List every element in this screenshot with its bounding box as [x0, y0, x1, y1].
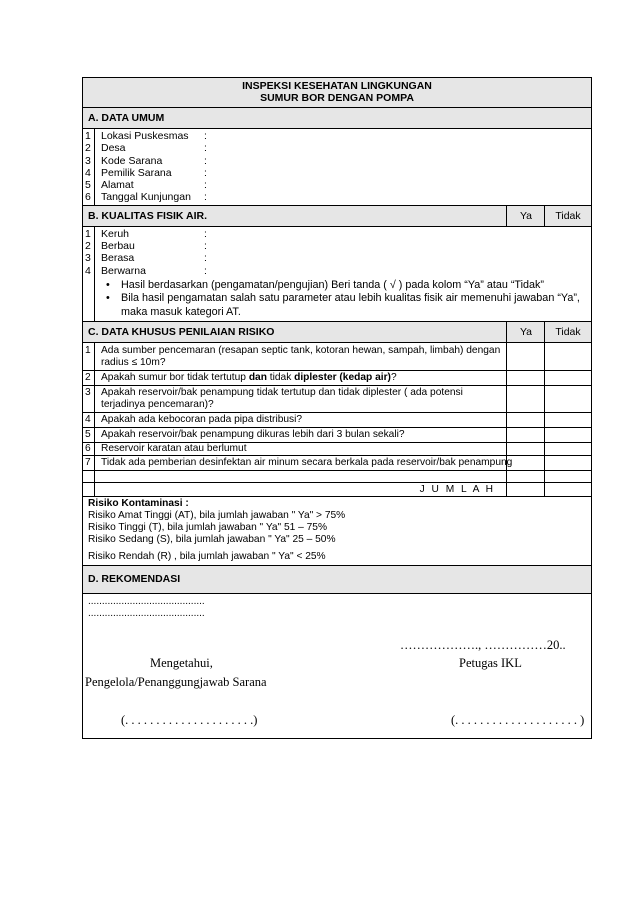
risk-question: Ada sumber pencemaran (resapan septic tank, kotoran hewan, sampah, limbah) dengan radius ≤ 10m? — [101, 345, 501, 369]
row-number: 4 — [85, 264, 91, 277]
risk-row-empty — [83, 471, 591, 483]
field-label-desa: Desa — [101, 142, 126, 155]
row-number: 4 — [85, 414, 91, 426]
risk-question-part: ? — [390, 372, 397, 384]
petugas-label: Petugas IKL — [459, 656, 522, 671]
data-umum-row — [83, 167, 591, 179]
field-label-tanggal-kunjungan: Tanggal Kunjungan — [101, 191, 191, 204]
bullet-text: Bila hasil pengamatan salah satu parameter atau lebih kualitas fisik air memenuhi jawaban “Ya”, maka masuk kategori AT. — [121, 292, 580, 318]
risk-level-r: Risiko Rendah (R) , bila jumlah jawaban " Ya" < 25% — [88, 551, 326, 563]
risk-question: Apakah reservoir/bak penampung dikuras lebih dari 3 bulan sekali? — [101, 429, 405, 441]
column-header-ya: Ya — [506, 206, 545, 226]
field-label-berasa: Berasa — [101, 252, 135, 265]
row-number: 2 — [85, 142, 91, 155]
mengetahui-label: Mengetahui, — [150, 656, 213, 671]
kualitas-fisik-block — [83, 227, 591, 323]
risk-question: Tidak ada pemberian desinfektan air minum secara berkala pada reservoir/bak penampung — [101, 457, 513, 469]
bullet-icon: • — [106, 278, 110, 291]
data-umum-row — [83, 130, 591, 142]
fisik-row — [83, 252, 591, 264]
pengelola-label: Pengelola/Penanggungjawab Sarana — [85, 675, 267, 690]
row-number: 3 — [85, 252, 91, 265]
row-number: 5 — [85, 179, 91, 192]
field-colon: : — [204, 252, 207, 265]
jumlah-row — [83, 483, 591, 496]
bullet-item — [101, 279, 583, 293]
data-umum-row — [83, 142, 591, 154]
risk-question: Apakah ada kebocoran pada pipa distribusi? — [101, 414, 303, 426]
risk-question: Apakah reservoir/bak penampung tidak tertutup dan tidak diplester ( ada potensi terjadinya pencemaran)? — [101, 387, 463, 411]
field-label-kode-sarana: Kode Sarana — [101, 154, 163, 167]
row-number: 3 — [85, 154, 91, 167]
field-colon: : — [204, 227, 207, 240]
form-title — [83, 78, 591, 108]
risk-row — [83, 343, 591, 371]
section-b-header — [83, 206, 591, 227]
risk-question-bold: dan — [248, 372, 267, 384]
risk-question-part: tidak — [266, 372, 295, 384]
row-number: 2 — [85, 240, 91, 253]
risk-level-at: Risiko Amat Tinggi (AT), bila jumlah jawaban " Ya" > 75% — [88, 510, 346, 522]
row-number: 1 — [85, 345, 91, 357]
field-colon: : — [204, 142, 207, 155]
date-line[interactable]: ………………., ……………20.. — [400, 638, 566, 653]
column-header-tidak: Tidak — [544, 206, 591, 226]
row-number: 5 — [85, 429, 91, 441]
instruction-bullets — [83, 277, 591, 322]
risk-level-s: Risiko Sedang (S), bila jumlah jawaban " Ya" 25 – 50% — [88, 534, 336, 546]
row-number: 6 — [85, 443, 91, 455]
row-number: 2 — [85, 372, 91, 384]
field-label-keruh: Keruh — [101, 227, 130, 240]
field-colon: : — [204, 191, 207, 204]
section-d-header — [83, 566, 591, 594]
data-umum-row — [83, 155, 591, 167]
risk-question-part: Apakah sumur bor tidak tertutup — [101, 372, 249, 384]
risk-row — [83, 413, 591, 428]
section-c-header — [83, 322, 591, 343]
column-header-ya: Ya — [506, 322, 545, 342]
data-umum-row — [83, 191, 591, 203]
risk-table — [83, 343, 591, 497]
signature-area — [83, 618, 591, 738]
risk-row — [83, 456, 591, 471]
row-number: 7 — [85, 457, 91, 469]
row-number: 1 — [85, 130, 91, 142]
field-label-alamat: Alamat — [101, 179, 134, 192]
field-colon: : — [204, 264, 207, 277]
jumlah-label: J U M L A H — [419, 484, 495, 496]
risk-question — [83, 372, 591, 384]
risk-level-t: Risiko Tinggi (T), bila jumlah jawaban " Ya" 51 – 75% — [88, 522, 328, 534]
fisik-row — [83, 240, 591, 252]
rekomendasi-line[interactable]: .......................................... — [88, 596, 205, 608]
risk-row — [83, 443, 591, 456]
signature-blank-left[interactable]: (. . . . . . . . . . . . . . . . . . . . .) — [121, 713, 258, 728]
signature-blank-right[interactable]: (. . . . . . . . . . . . . . . . . . . . ) — [451, 713, 585, 728]
bullet-icon: • — [106, 292, 110, 305]
field-colon: : — [204, 240, 207, 253]
fisik-row — [83, 265, 591, 277]
data-umum-row — [83, 179, 591, 191]
risk-question-bold: diplester (kedap air) — [294, 372, 391, 384]
field-label-pemilik-sarana: Pemilik Sarana — [101, 166, 172, 179]
contamination-title: Risiko Kontaminasi : — [88, 498, 189, 510]
row-number: 4 — [85, 166, 91, 179]
section-a-header — [83, 108, 591, 129]
field-colon: : — [204, 166, 207, 179]
row-number: 3 — [85, 387, 91, 399]
field-label-lokasi-puskesmas: Lokasi Puskesmas — [101, 130, 189, 142]
field-colon: : — [204, 130, 207, 142]
bullet-item — [101, 292, 583, 319]
row-number: 1 — [85, 227, 91, 240]
section-c-label: C. DATA KHUSUS PENILAIAN RISIKO — [88, 326, 275, 339]
row-number: 6 — [85, 191, 91, 204]
risk-row — [83, 386, 591, 413]
risk-row — [83, 371, 591, 386]
fisik-row — [83, 228, 591, 240]
section-b-label: B. KUALITAS FISIK AIR. — [88, 209, 207, 222]
bullet-text: Hasil berdasarkan (pengamatan/pengujian) Beri tanda ( √ ) pada kolom “Ya” atau “Tidak” — [121, 278, 545, 291]
inspection-form — [82, 77, 592, 739]
risk-row — [83, 428, 591, 443]
rekomendasi-line[interactable]: .......................................... — [88, 608, 205, 620]
field-colon: : — [204, 179, 207, 192]
field-label-berwarna: Berwarna — [101, 264, 146, 277]
section-d-label: D. REKOMENDASI — [88, 573, 181, 586]
column-header-tidak: Tidak — [544, 322, 591, 342]
risk-contamination-legend — [83, 497, 591, 566]
rekomendasi-lines — [83, 594, 591, 618]
field-colon: : — [204, 154, 207, 167]
data-umum-block — [83, 129, 591, 206]
form-title-line1: INSPEKSI KESEHATAN LINGKUNGAN — [242, 80, 432, 92]
form-title-line2: SUMUR BOR DENGAN POMPA — [260, 92, 414, 104]
section-a-label: A. DATA UMUM — [88, 112, 165, 124]
risk-question: Reservoir karatan atau berlumut — [101, 443, 247, 455]
field-label-berbau: Berbau — [101, 240, 135, 253]
